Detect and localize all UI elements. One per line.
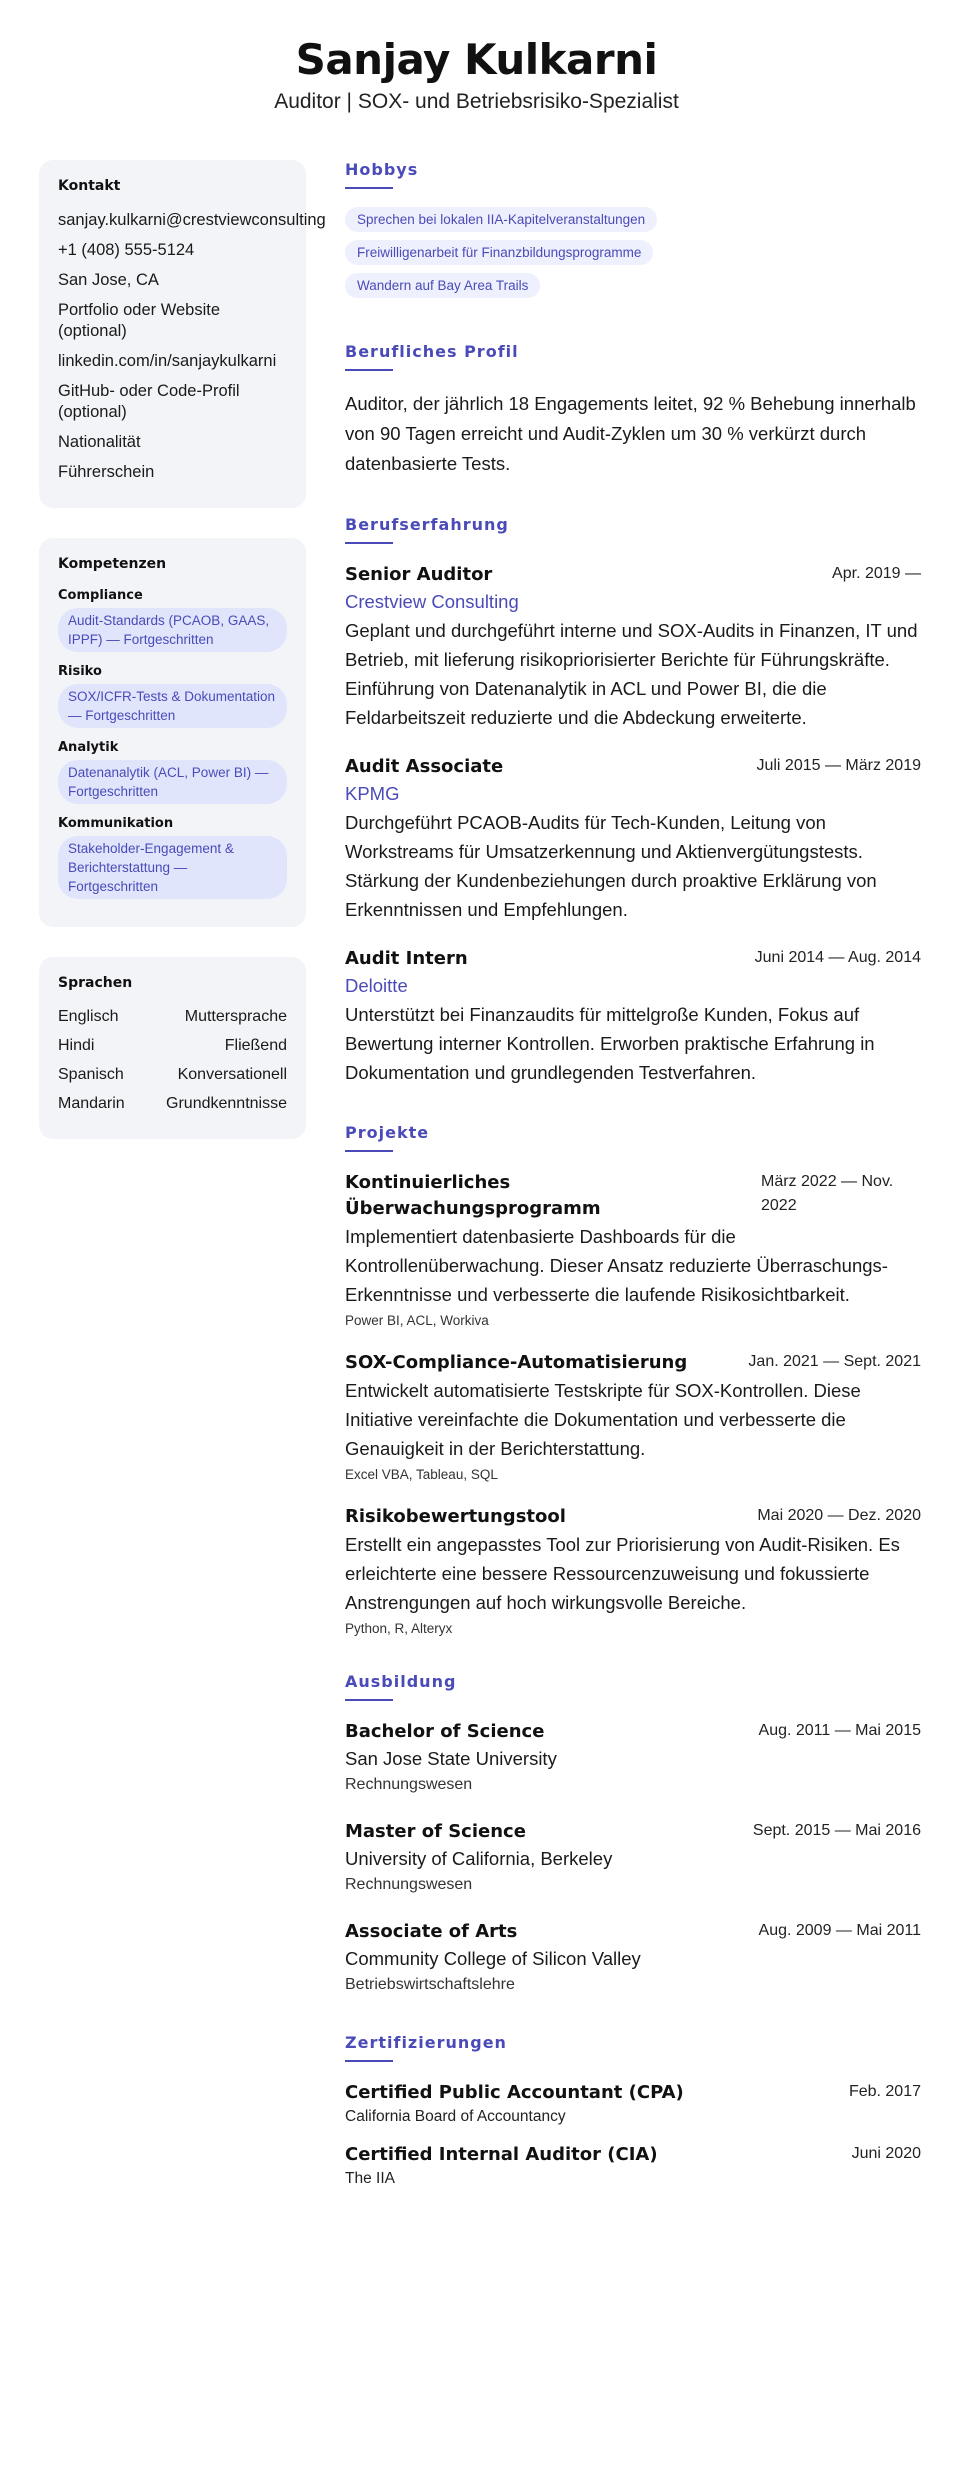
- skill-pill: Datenanalytik (ACL, Power BI) — Fortgeschritten: [58, 760, 287, 804]
- certification-issuer: The IIA: [345, 2170, 395, 2187]
- section-divider: [345, 1150, 393, 1152]
- skill-group: [58, 740, 287, 804]
- contact-portfolio[interactable]: Portfolio oder Website (optional): [58, 301, 221, 340]
- education-date: Aug. 2011 — Mai 2015: [758, 1722, 921, 1739]
- project-date: Mai 2020 — Dez. 2020: [757, 1507, 921, 1524]
- contact-phone[interactable]: +1 (408) 555-5124: [58, 241, 195, 259]
- project-date: Jan. 2021 — Sept. 2021: [748, 1353, 921, 1370]
- language-row: [58, 1094, 287, 1114]
- language-row: [58, 1007, 287, 1027]
- skill-pill: SOX/ICFR-Tests & Dokumentation — Fortgeschritten: [58, 684, 287, 728]
- language-level: Muttersprache: [184, 1008, 287, 1025]
- candidate-title: Auditor | SOX- und Betriebsrisiko-Spezialist: [274, 90, 679, 113]
- skill-group-title: Analytik: [58, 740, 119, 755]
- section-title: Projekte: [345, 1123, 430, 1142]
- hobbies-section: [345, 160, 921, 306]
- hobby-chip: Sprechen bei lokalen IIA-Kapitelveranstaltungen: [345, 207, 657, 232]
- education-section: [345, 1672, 921, 1997]
- contact-nationality: Nationalität: [58, 433, 141, 451]
- main-content: [345, 160, 921, 2226]
- section-divider: [345, 1699, 393, 1701]
- section-title: Zertifizierungen: [345, 2033, 507, 2052]
- language-level: Fließend: [224, 1037, 287, 1054]
- section-divider: [345, 542, 393, 544]
- contact-location: San Jose, CA: [58, 271, 159, 289]
- candidate-name: Sanjay Kulkarni: [295, 35, 658, 84]
- languages-heading: Sprachen: [58, 975, 133, 991]
- project-title: Risikobewertungstool: [345, 1506, 566, 1527]
- certification-entry: [345, 2080, 921, 2128]
- hobby-chip: Freiwilligenarbeit für Finanzbildungsprogramme: [345, 240, 653, 265]
- project-entry: [345, 1504, 921, 1636]
- project-description: Entwickelt automatisierte Testskripte für SOX-Kontrollen. Diese Initiative vereinfachte die Dokumentation und verbesserte die Genauigkeit in der Berichterstattung.: [345, 1380, 861, 1459]
- certification-date: Juni 2020: [851, 2145, 921, 2162]
- job-company: Deloitte: [345, 975, 408, 996]
- job-title: Audit Associate: [345, 756, 504, 777]
- education-date: Aug. 2009 — Mai 2011: [758, 1922, 921, 1939]
- contact-card: [39, 160, 326, 508]
- certification-date: Feb. 2017: [848, 2083, 921, 2100]
- job-date: Apr. 2019 —: [832, 565, 921, 582]
- job-company: Crestview Consulting: [345, 591, 519, 612]
- certification-entry: [345, 2142, 921, 2190]
- certification-name: Certified Public Accountant (CPA): [345, 2082, 684, 2103]
- contact-heading: Kontakt: [58, 178, 121, 194]
- job-description: Unterstützt bei Finanzaudits für mittelgroße Kunden, Fokus auf Bewertung interner Kontrollen. Erworben praktische Erfahrung in Dokumentation und grundlegenden Testverfahren.: [345, 1004, 875, 1083]
- section-title: Hobbys: [345, 160, 419, 179]
- skill-group-title: Compliance: [58, 588, 143, 603]
- experience-entry: [345, 562, 921, 732]
- skill-group-title: Risiko: [58, 664, 102, 679]
- sidebar: [39, 160, 326, 1169]
- profile-text: Auditor, der jährlich 18 Engagements leitet, 92 % Behebung innerhalb von 90 Tagen erreicht und Audit-Zyklen um 30 % verkürzt durch datenbasierte Tests.: [345, 393, 916, 474]
- job-title: Senior Auditor: [345, 564, 493, 585]
- section-divider: [345, 2060, 393, 2062]
- project-entry: [345, 1350, 921, 1482]
- language-row: [58, 1036, 287, 1056]
- contact-github[interactable]: GitHub- oder Code-Profil (optional): [58, 382, 240, 421]
- education-field: Rechnungswesen: [345, 1776, 473, 1793]
- job-description: Durchgeführt PCAOB-Audits für Tech-Kunden, Leitung von Workstreams für Umsatzerkennung und Aktienvergütungstests. Stärkung der Kundenbeziehungen durch proaktive Erklärung von Erkenntnissen und Empfehlungen.: [345, 812, 877, 920]
- degree-title: Bachelor of Science: [345, 1721, 545, 1742]
- project-title: SOX-Compliance-Automatisierung: [345, 1352, 688, 1373]
- certification-name: Certified Internal Auditor (CIA): [345, 2144, 658, 2165]
- section-title: Ausbildung: [345, 1672, 457, 1691]
- language-name: Englisch: [58, 1008, 119, 1025]
- experience-entry: [345, 946, 921, 1087]
- contact-linkedin[interactable]: linkedin.com/in/sanjaykulkarni: [58, 352, 277, 370]
- experience-entry: [345, 754, 921, 924]
- section-divider: [345, 369, 393, 371]
- skill-pill: Audit-Standards (PCAOB, GAAS, IPPF) — Fortgeschritten: [58, 608, 287, 652]
- section-title: Berufserfahrung: [345, 515, 509, 534]
- languages-card: [39, 957, 306, 1139]
- language-level: Konversationell: [177, 1066, 287, 1083]
- contact-license: Führerschein: [58, 463, 155, 481]
- experience-section: [345, 515, 921, 1087]
- section-divider: [345, 187, 393, 189]
- language-name: Hindi: [58, 1037, 95, 1054]
- project-tools: Python, R, Alteryx: [345, 1621, 453, 1636]
- project-description: Implementiert datenbasierte Dashboards für die Kontrollenüberwachung. Dieser Ansatz reduzierte Überraschungs-Erkenntnisse und verbesserte die laufende Risikosichtbarkeit.: [345, 1226, 888, 1305]
- project-date: März 2022 — Nov. 2022: [761, 1173, 894, 1214]
- job-company: KPMG: [345, 783, 400, 804]
- education-school: San Jose State University: [345, 1748, 557, 1769]
- contact-email[interactable]: sanjay.kulkarni@crestviewconsulting: [58, 211, 326, 229]
- education-entry: [345, 1719, 921, 1797]
- skill-group: [58, 588, 287, 652]
- language-name: Mandarin: [58, 1095, 125, 1112]
- section-title: Berufliches Profil: [345, 342, 519, 361]
- skills-heading: Kompetenzen: [58, 556, 167, 572]
- education-entry: [345, 1919, 921, 1997]
- resume-header: [0, 34, 953, 114]
- education-field: Betriebswirtschaftslehre: [345, 1976, 515, 1993]
- job-date: Juli 2015 — März 2019: [756, 757, 921, 774]
- skill-group: [58, 816, 287, 899]
- project-tools: Power BI, ACL, Workiva: [345, 1313, 489, 1328]
- project-description: Erstellt ein angepasstes Tool zur Priorisierung von Audit-Risiken. Es erleichterte eine bessere Ressourcenzuweisung und fokussierte Anstrengungen auf hoch wirkungsvolle Bereiche.: [345, 1534, 900, 1613]
- degree-title: Master of Science: [345, 1821, 526, 1842]
- skill-pill: Stakeholder-Engagement & Berichterstattung — Fortgeschritten: [58, 836, 287, 899]
- job-date: Juni 2014 — Aug. 2014: [754, 949, 921, 966]
- hobby-chip: Wandern auf Bay Area Trails: [345, 273, 540, 298]
- job-title: Audit Intern: [345, 948, 468, 969]
- profile-section: [345, 342, 921, 479]
- language-row: [58, 1065, 287, 1085]
- language-name: Spanisch: [58, 1066, 124, 1083]
- education-entry: [345, 1819, 921, 1897]
- job-description: Geplant und durchgeführt interne und SOX-Audits in Finanzen, IT und Betrieb, mit lieferung risikopriorisierter Berichte für Führungskräfte. Einführung von Datenanalytik in ACL und Power BI, die die Feldarbeitszeit reduzierte und die Abdeckung erweiterte.: [345, 620, 918, 728]
- projects-section: [345, 1123, 921, 1636]
- language-level: Grundkenntnisse: [166, 1095, 287, 1112]
- project-entry: [345, 1170, 921, 1328]
- project-title: Kontinuierliches Überwachungsprogramm: [345, 1172, 601, 1219]
- degree-title: Associate of Arts: [345, 1921, 518, 1942]
- education-field: Rechnungswesen: [345, 1876, 473, 1893]
- education-school: University of California, Berkeley: [345, 1848, 613, 1869]
- education-school: Community College of Silicon Valley: [345, 1948, 641, 1969]
- skill-group-title: Kommunikation: [58, 816, 174, 831]
- education-date: Sept. 2015 — Mai 2016: [752, 1822, 921, 1839]
- skill-group: [58, 664, 287, 728]
- certification-issuer: California Board of Accountancy: [345, 2108, 566, 2125]
- project-tools: Excel VBA, Tableau, SQL: [345, 1467, 498, 1482]
- certifications-section: [345, 2033, 921, 2190]
- skills-card: [39, 538, 306, 927]
